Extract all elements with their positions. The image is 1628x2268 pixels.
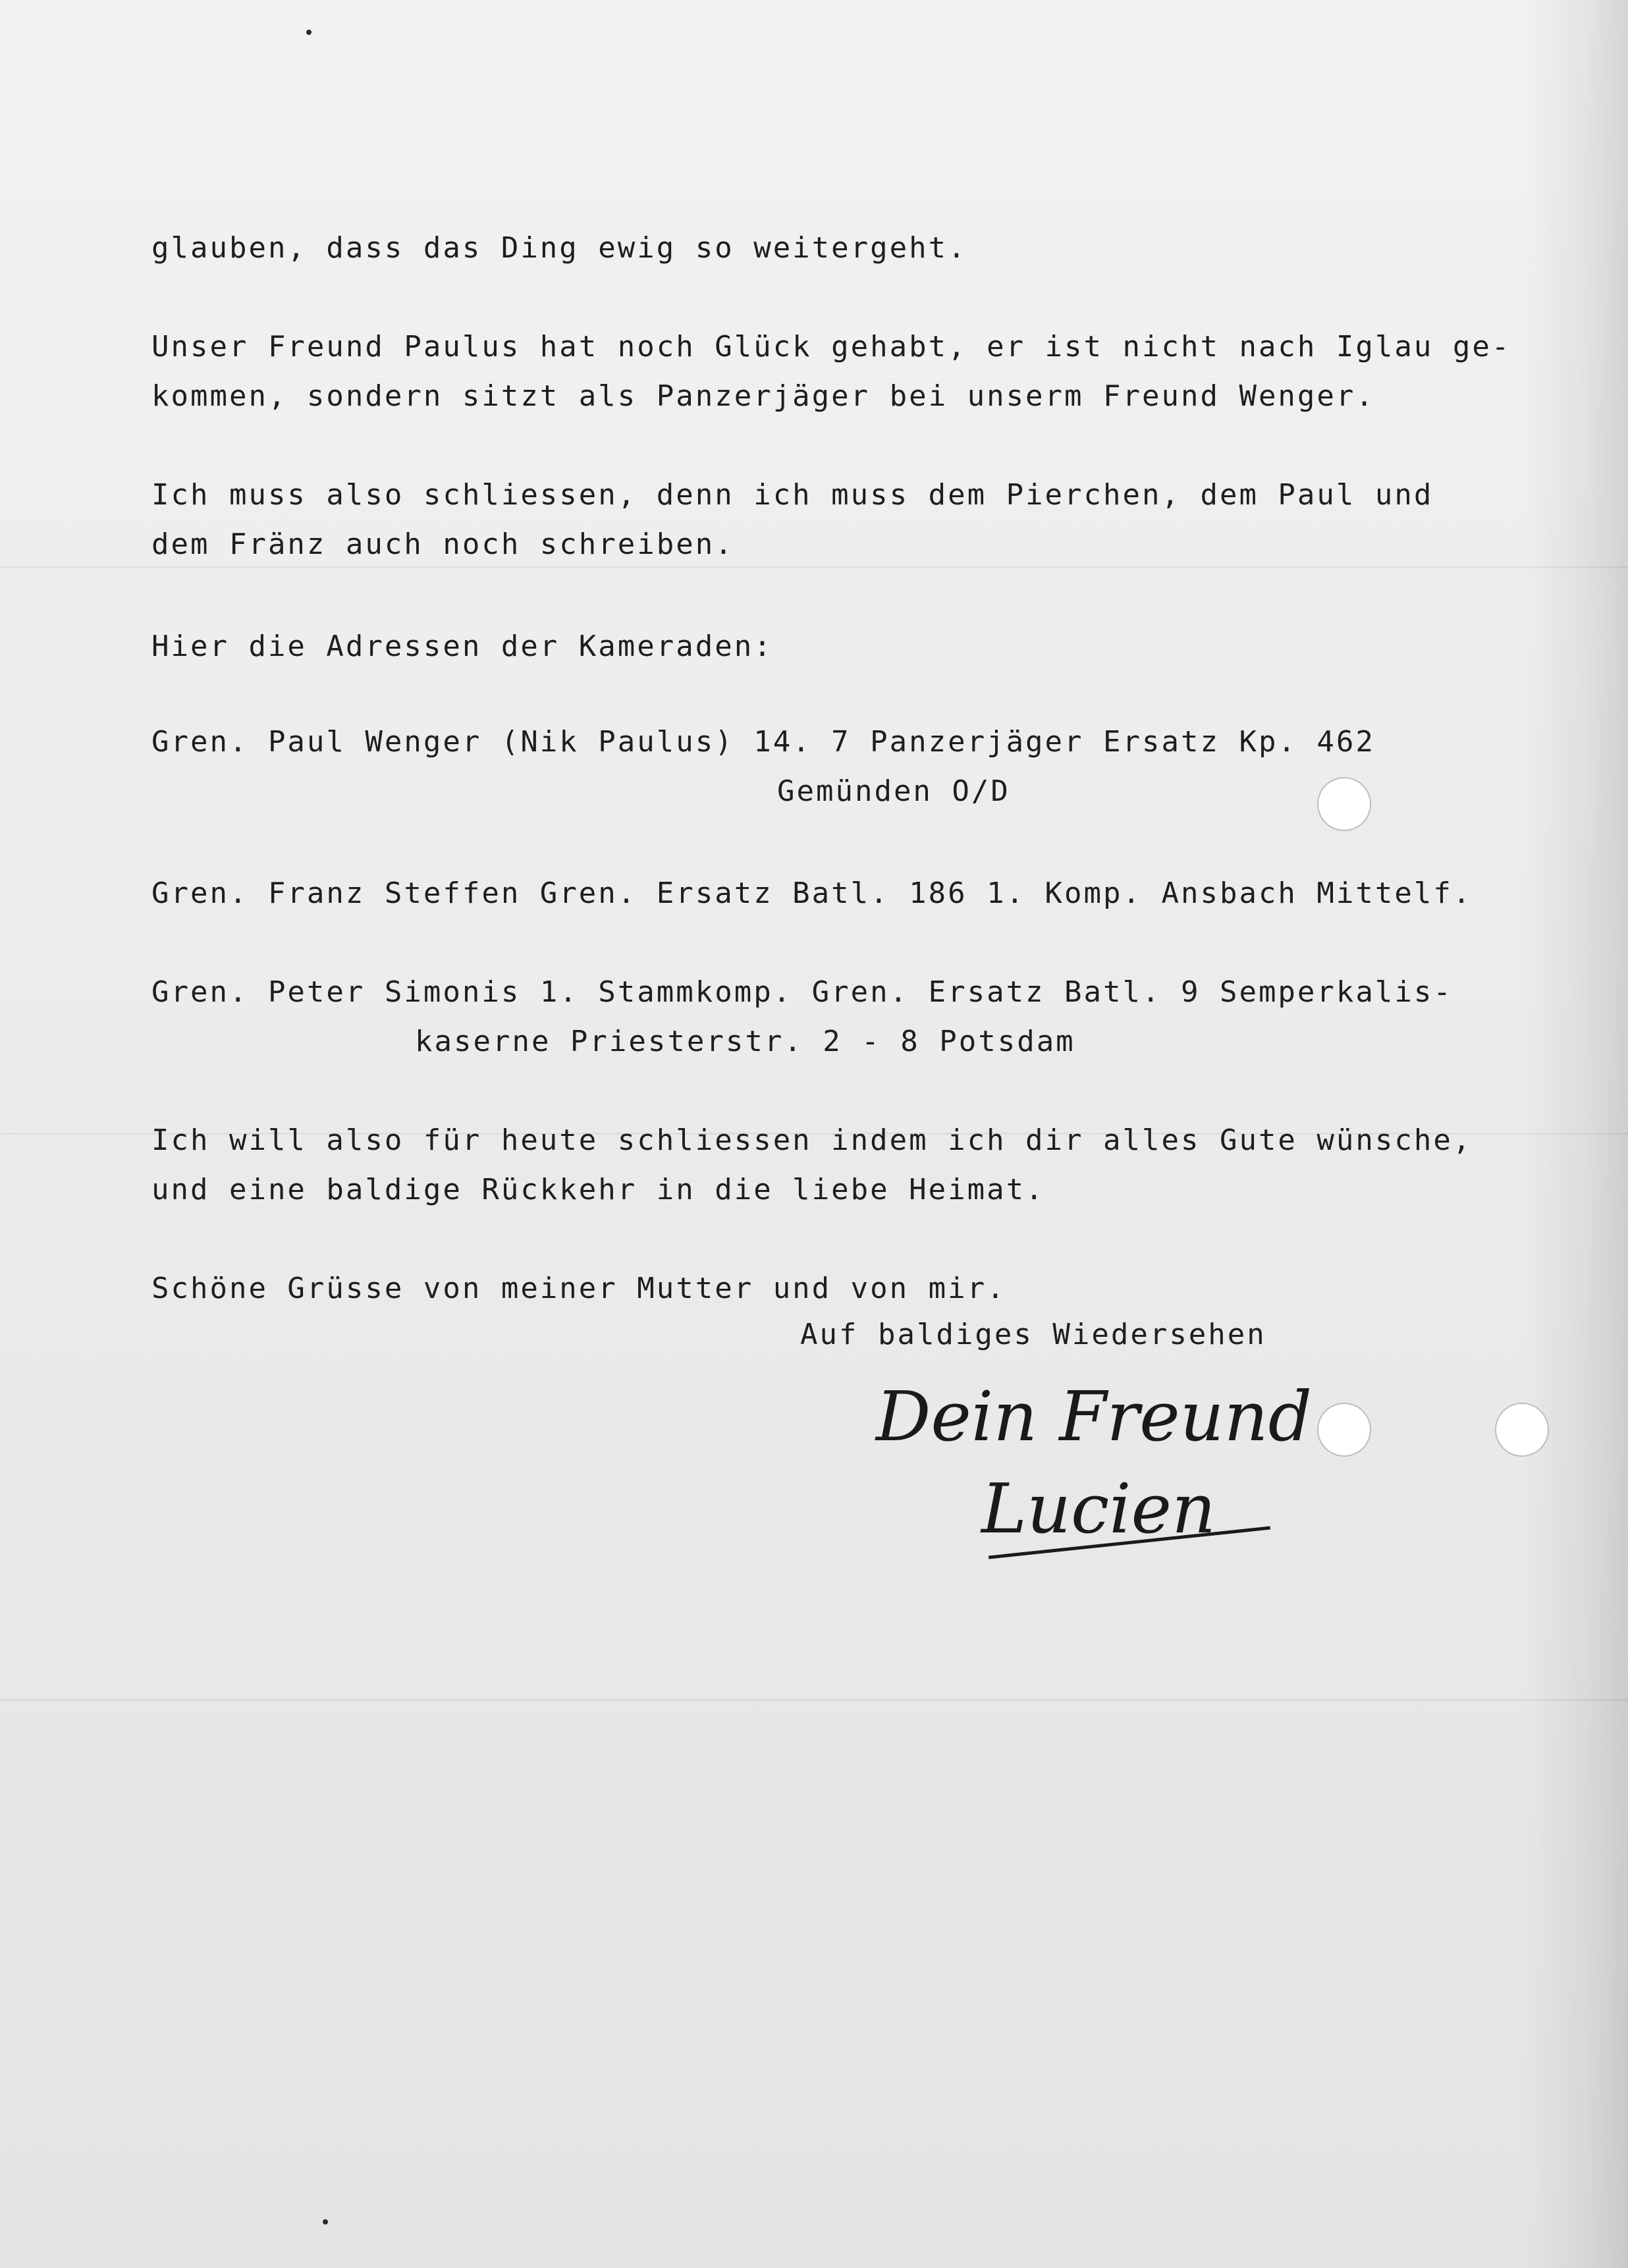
letter-line: glauben, dass das Ding ewig so weitergeht. xyxy=(151,231,967,265)
punch-hole xyxy=(1317,1403,1371,1457)
ink-speck xyxy=(323,2219,328,2225)
letter-line: Schöne Grüsse von meiner Mutter und von mir. xyxy=(151,1272,1006,1305)
address-line: Gren. Franz Steffen Gren. Ersatz Batl. 186 1. Komp. Ansbach Mittelf. xyxy=(151,877,1473,910)
ink-speck xyxy=(306,30,312,35)
letter-line: Ich will also für heute schliessen indem ich dir alles Gute wünsche, xyxy=(151,1123,1473,1157)
address-line: Gren. Peter Simonis 1. Stammkomp. Gren. Ersatz Batl. 9 Semperkalis- xyxy=(151,975,1453,1009)
letter-line: dem Fränz auch noch schreiben. xyxy=(151,527,734,561)
torn-edge xyxy=(1523,0,1628,2268)
paper-crease xyxy=(0,1699,1628,1701)
address-line: kaserne Priesterstr. 2 - 8 Potsdam xyxy=(415,1025,1075,1058)
address-line: Gren. Paul Wenger (Nik Paulus) 14. 7 Panzerjäger Ersatz Kp. 462 xyxy=(151,725,1375,759)
paper-crease xyxy=(0,566,1628,568)
letter-line: kommen, sondern sitzt als Panzerjäger bei unserm Freund Wenger. xyxy=(151,379,1375,413)
letter-line: Hier die Adressen der Kameraden: xyxy=(151,630,773,663)
signature-greeting: Dein Freund xyxy=(876,1376,1313,1457)
address-line: Gemünden O/D xyxy=(777,774,1010,808)
punch-hole xyxy=(1495,1403,1549,1457)
closing-line: Auf baldiges Wiedersehen xyxy=(800,1318,1266,1351)
punch-hole xyxy=(1317,777,1371,831)
letter-line: und eine baldige Rückkehr in die liebe Heimat. xyxy=(151,1173,1045,1206)
signature-name: Lucien xyxy=(981,1469,1216,1549)
letter-line: Ich muss also schliessen, denn ich muss dem Pierchen, dem Paul und xyxy=(151,478,1434,512)
letter-line: Unser Freund Paulus hat noch Glück gehabt, er ist nicht nach Iglau ge- xyxy=(151,330,1511,364)
